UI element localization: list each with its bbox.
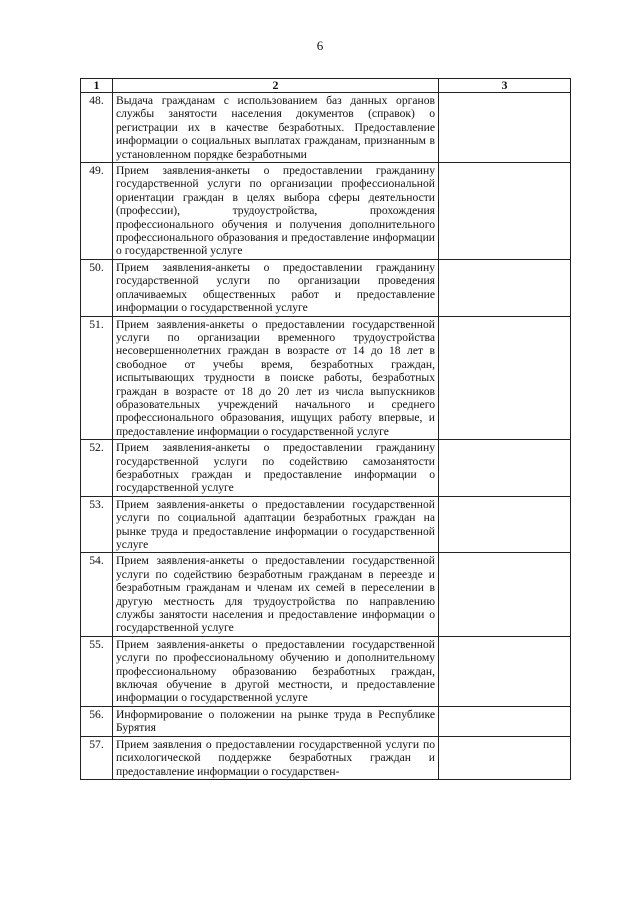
row-number: 53. [81,496,113,553]
header-col-2: 2 [113,79,439,93]
row-number: 51. [81,316,113,440]
row-number: 55. [81,636,113,706]
row-col3 [439,93,571,163]
row-text: Прием заявления-анкеты о предоставлении государственной услуги по содействию безработным гражданам в переезде и безработным гражданам и членам их семей в переселении в другую местность для трудоустройства по направлению службы занятости населения и предоставление информации о государственной услуге [113,553,439,636]
row-text: Прием заявления-анкеты о предоставлении гражданину государственной услуги по организации проведения оплачиваемых общественных работ и предоставление информации о государственной услуге [113,259,439,316]
row-col3 [439,706,571,736]
table-row [81,259,571,316]
table-row [81,636,571,706]
row-number: 49. [81,163,113,260]
row-number: 56. [81,706,113,736]
row-col3 [439,496,571,553]
row-text: Информирование о положении на рынке труда в Республике Бурятия [113,706,439,736]
row-text: Прием заявления-анкеты о предоставлении государственной услуги по профессиональному обучению и дополнительному профессиональному образованию безработных граждан, включая обучение в другой местности, и предоставление информации о государственной услуге [113,636,439,706]
table-row [81,316,571,440]
table-row [81,736,571,779]
table-row [81,496,571,553]
row-col3 [439,736,571,779]
table-row [81,553,571,636]
header-col-1: 1 [81,79,113,93]
page-number: 6 [316,38,324,53]
row-text: Прием заявления-анкеты о предоставлении государственной услуги по социальной адаптации безработных граждан на рынке труда и предоставление информации о государственной услуге [113,496,439,553]
row-text: Прием заявления о предоставлении государственной услуги по психологической поддержке безработных граждан и предоставление информации о государствен- [113,736,439,779]
row-text: Прием заявления-анкеты о предоставлении гражданину государственной услуги по содействию самозанятости безработных граждан и предоставление информации о государственной услуге [113,440,439,497]
row-text: Выдача гражданам с использованием баз данных органов службы занятости населения документов (справок) о регистрации их в качестве безработных. Предоставление информации о социальных выплатах гражданам, признанным в установленном порядке безработными [113,93,439,163]
row-text: Прием заявления-анкеты о предоставлении государственной услуги по организации временного трудоустройства несовершеннолетних граждан в возрасте от 14 до 18 лет в свободное от учебы время, безработных граждан, испытывающих трудности в поиске работы, безработных граждан в возрасте от 18 до 20 лет из числа выпускников образовательных учреждений начального и среднего профессионального образования, ищущих работу впервые, и предоставление информации о государственной услуге [113,316,439,440]
row-number: 48. [81,93,113,163]
table-row [81,163,571,260]
row-col3 [439,440,571,497]
header-col-3: 3 [439,79,571,93]
row-col3 [439,636,571,706]
table-row [81,93,571,163]
row-text: Прием заявления-анкеты о предоставлении гражданину государственной услуги по организации профессиональной ориентации граждан в целях выбора сферы деятельности (профессии), трудоустройства, прохождения профессионального обучения и получения дополнительного профессионального образования и предоставление информации о государственной услуге [113,163,439,260]
table-row [81,706,571,736]
row-col3 [439,316,571,440]
row-col3 [439,163,571,260]
table-header-row [81,79,571,93]
row-number: 50. [81,259,113,316]
services-table [80,78,571,780]
row-number: 57. [81,736,113,779]
table-row [81,440,571,497]
row-col3 [439,259,571,316]
row-number: 54. [81,553,113,636]
row-col3 [439,553,571,636]
row-number: 52. [81,440,113,497]
